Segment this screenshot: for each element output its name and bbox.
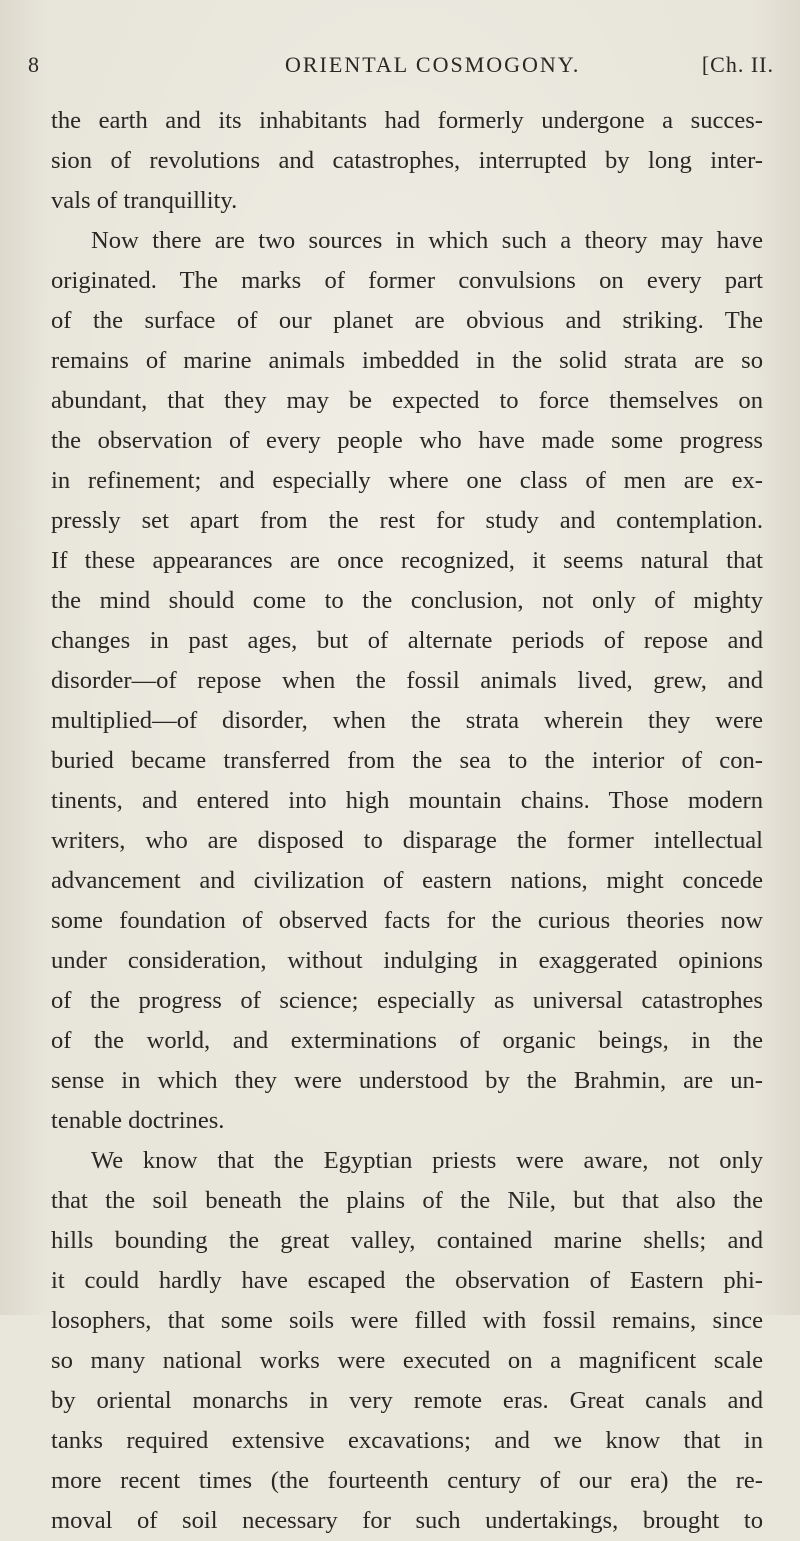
text-line: so many national works were executed on a magnificent scale bbox=[51, 1347, 763, 1374]
text-line: sense in which they were understood by the Brahmin, are un- bbox=[51, 1067, 763, 1094]
text-line: buried became transferred from the sea to the interior of con- bbox=[51, 747, 763, 774]
text-line: moval of soil necessary for such undertakings, brought to bbox=[51, 1507, 763, 1534]
text-line: it could hardly have escaped the observation of Eastern phi- bbox=[51, 1267, 763, 1294]
text-line: If these appearances are once recognized, it seems natural that bbox=[51, 547, 763, 574]
text-line: the earth and its inhabitants had formerly undergone a succes- bbox=[51, 107, 763, 134]
text-line: vals of tranquillity. bbox=[51, 187, 238, 214]
paragraph-1 bbox=[51, 101, 763, 221]
text-line: originated. The marks of former convulsions on every part bbox=[51, 267, 763, 294]
text-line: hills bounding the great valley, contained marine shells; and bbox=[51, 1227, 763, 1254]
paragraph-2 bbox=[51, 221, 763, 1141]
text-line: writers, who are disposed to disparage the former intellectual bbox=[51, 827, 763, 854]
text-line: losophers, that some soils were filled with fossil remains, since bbox=[51, 1307, 763, 1334]
text-line: pressly set apart from the rest for study and contemplation. bbox=[51, 507, 763, 534]
text-line: under consideration, without indulging in exaggerated opinions bbox=[51, 947, 763, 974]
text-line: that the soil beneath the plains of the Nile, but that also the bbox=[51, 1187, 763, 1214]
text-line: of the surface of our planet are obvious and striking. The bbox=[51, 307, 763, 334]
text-line: abundant, that they may be expected to force themselves on bbox=[51, 387, 763, 414]
text-line: remains of marine animals imbedded in the solid strata are so bbox=[51, 347, 763, 374]
text-line: by oriental monarchs in very remote eras. Great canals and bbox=[51, 1387, 763, 1414]
text-line: the mind should come to the conclusion, not only of mighty bbox=[51, 587, 763, 614]
text-line: Now there are two sources in which such a theory may have bbox=[91, 227, 763, 254]
text-line: of the progress of science; especially as universal catastrophes bbox=[51, 987, 763, 1014]
chapter-reference: [Ch. II. bbox=[701, 52, 774, 77]
text-line: some foundation of observed facts for the curious theories now bbox=[51, 907, 763, 934]
text-line: tenable doctrines. bbox=[51, 1107, 225, 1134]
text-line: disorder—of repose when the fossil animals lived, grew, and bbox=[51, 667, 763, 694]
text-line: advancement and civilization of eastern nations, might concede bbox=[51, 867, 763, 894]
text-line: of the world, and exterminations of organic beings, in the bbox=[51, 1027, 763, 1054]
text-line: We know that the Egyptian priests were aware, not only bbox=[91, 1147, 763, 1174]
page-number: 8 bbox=[28, 52, 40, 77]
running-head bbox=[28, 52, 774, 86]
text-line: changes in past ages, but of alternate periods of repose and bbox=[51, 627, 763, 654]
body-text bbox=[51, 101, 763, 1541]
text-line: tanks required extensive excavations; and we know that in bbox=[51, 1427, 763, 1454]
text-line: sion of revolutions and catastrophes, interrupted by long inter- bbox=[51, 147, 763, 174]
text-line: tinents, and entered into high mountain chains. Those modern bbox=[51, 787, 763, 814]
text-line: the observation of every people who have made some progress bbox=[51, 427, 763, 454]
text-line: multiplied—of disorder, when the strata wherein they were bbox=[51, 707, 763, 734]
text-line: in refinement; and especially where one class of men are ex- bbox=[51, 467, 763, 494]
paragraph-3 bbox=[51, 1141, 763, 1541]
running-title: ORIENTAL COSMOGONY. bbox=[285, 52, 581, 77]
text-line: more recent times (the fourteenth century of our era) the re- bbox=[51, 1467, 763, 1494]
